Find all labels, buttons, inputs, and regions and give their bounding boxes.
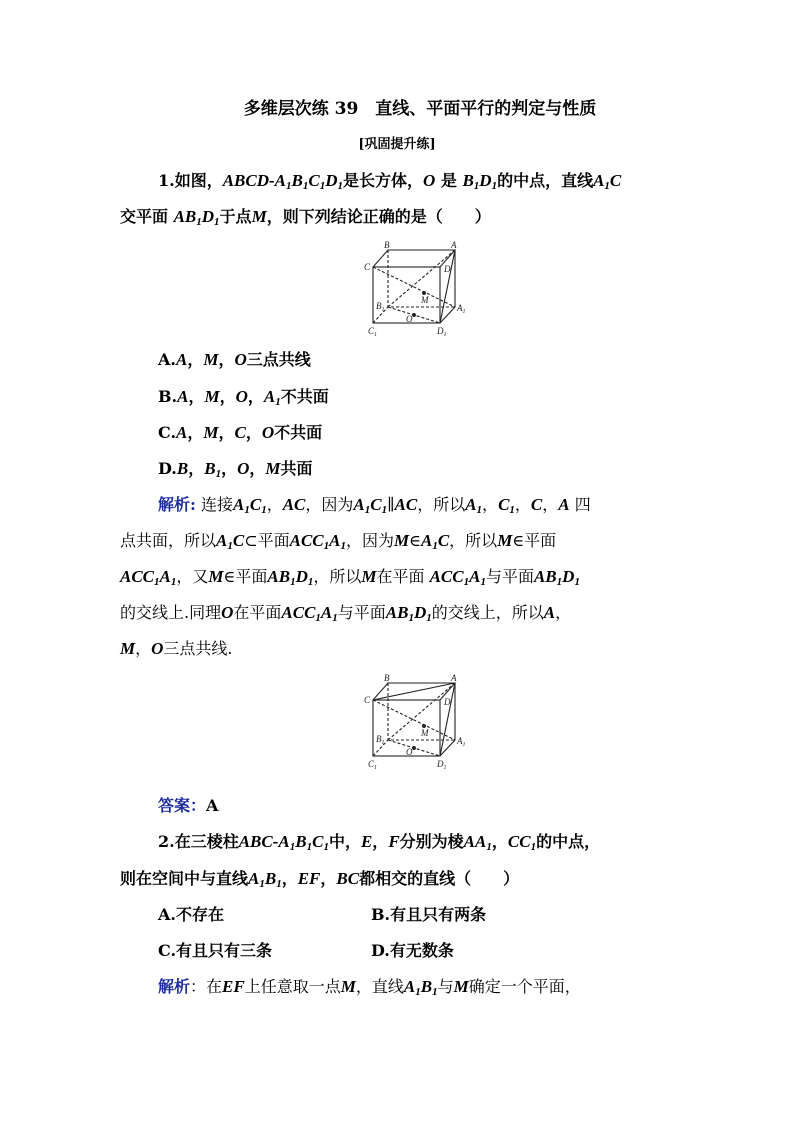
q1-option-c: C.A，M，C，O不共面 xyxy=(158,423,323,442)
q1-analysis-line-5: M，O三点共线. xyxy=(120,639,233,658)
svg-text:D: D xyxy=(444,697,451,707)
q1-answer xyxy=(158,796,218,816)
analysis-label: 解析: xyxy=(158,495,196,514)
q2-stem-line-1: 2.在三棱柱ABC-$A_1B_1C_1$中，E，F分别为棱$AA_1$，$CC_1$的中点， xyxy=(158,832,601,853)
svg-text:C1: $C_1$ xyxy=(368,326,378,338)
cuboid-figure-2 xyxy=(373,683,455,756)
q2-option-b: B.有且只有两条 xyxy=(371,905,487,924)
svg-text:D1: $D_1$ xyxy=(437,326,447,338)
svg-text:C1: $C_1$ xyxy=(368,759,378,771)
q1-analysis-line-3: $ACC_1A_1$，又M∈平面$AB_1D_1$，所以M在平面 $ACC_1A_1$与平面$AB_1D_1$ xyxy=(120,567,580,588)
q2-option-c: C.有且只有三条 xyxy=(158,941,273,960)
q2-option-a: A.不存在 xyxy=(158,905,224,924)
q1-stem-line-2: 交平面 $AB_1D_1$于点M，则下列结论正确的是（ ） xyxy=(120,207,491,228)
q1-analysis-line-2: 点共面，所以$A_1C\subset$平面$ACC_1A_1$，因为$M\in A_1C$，所以M∈平面 xyxy=(120,531,557,552)
q1-option-b: B.A，M，O，$A_1$不共面 xyxy=(158,387,329,408)
svg-text:A: A xyxy=(451,240,457,250)
svg-text:D: D xyxy=(444,264,451,274)
q1-stem-line-1: 1.如图，ABCD-$A_1B_1C_1D_1$是长方体，O 是 $B_1D_1$的中点，直线$A_1C$ xyxy=(158,171,622,192)
svg-text:M: M xyxy=(421,295,429,305)
svg-text:B: B xyxy=(384,240,390,250)
cuboid-figure-1 xyxy=(373,250,455,323)
svg-text:A1: $A_1$ xyxy=(457,303,466,315)
analysis-text: 连接$A_1C_1$，AC，因为$A_1C_1\parallel AC$，所以$A_1$，$C_1$，C，A 四 xyxy=(195,495,591,516)
svg-text:B: B xyxy=(384,673,390,683)
svg-text:O: O xyxy=(406,314,413,324)
q1-option-a: A.A，M，O三点共线 xyxy=(158,350,311,369)
svg-text:A1: $A_1$ xyxy=(457,736,466,748)
svg-text:B1: $B_1$ xyxy=(376,734,385,746)
q2-stem-line-2: 则在空间中与直线$A_1B_1$，EF，BC都相交的直线（ ） xyxy=(120,869,520,890)
q2-analysis-line-1 xyxy=(158,977,581,997)
q1-option-d: D.B，$B_1$，O，M共面 xyxy=(158,459,313,480)
analysis-label: 解析 xyxy=(158,977,191,996)
svg-text:C: C xyxy=(364,695,371,705)
svg-text:A: A xyxy=(451,673,457,683)
q1-analysis-line-4: 的交线上.同理O在平面$ACC_1A_1$与平面$AB_1D_1$的交线上，所以A， xyxy=(120,603,572,624)
svg-text:M: M xyxy=(421,728,429,738)
section-subtitle: [巩固提升练] xyxy=(358,137,436,152)
svg-text:C: C xyxy=(364,262,371,272)
answer-value: A xyxy=(206,796,219,815)
q1-analysis-line-1 xyxy=(158,495,591,515)
analysis-text: ：在EF上任意取一点M，直线$A_1B_1$与M确定一个平面， xyxy=(190,977,581,998)
svg-text:B1: $B_1$ xyxy=(376,301,385,313)
svg-text:D1: $D_1$ xyxy=(437,759,447,771)
q2-option-d: D.有无数条 xyxy=(371,941,454,960)
page-title: 多维层次练 39 直线、平面平行的判定与性质 xyxy=(243,99,597,119)
answer-label: 答案： xyxy=(158,796,207,815)
svg-text:O: O xyxy=(406,747,413,757)
